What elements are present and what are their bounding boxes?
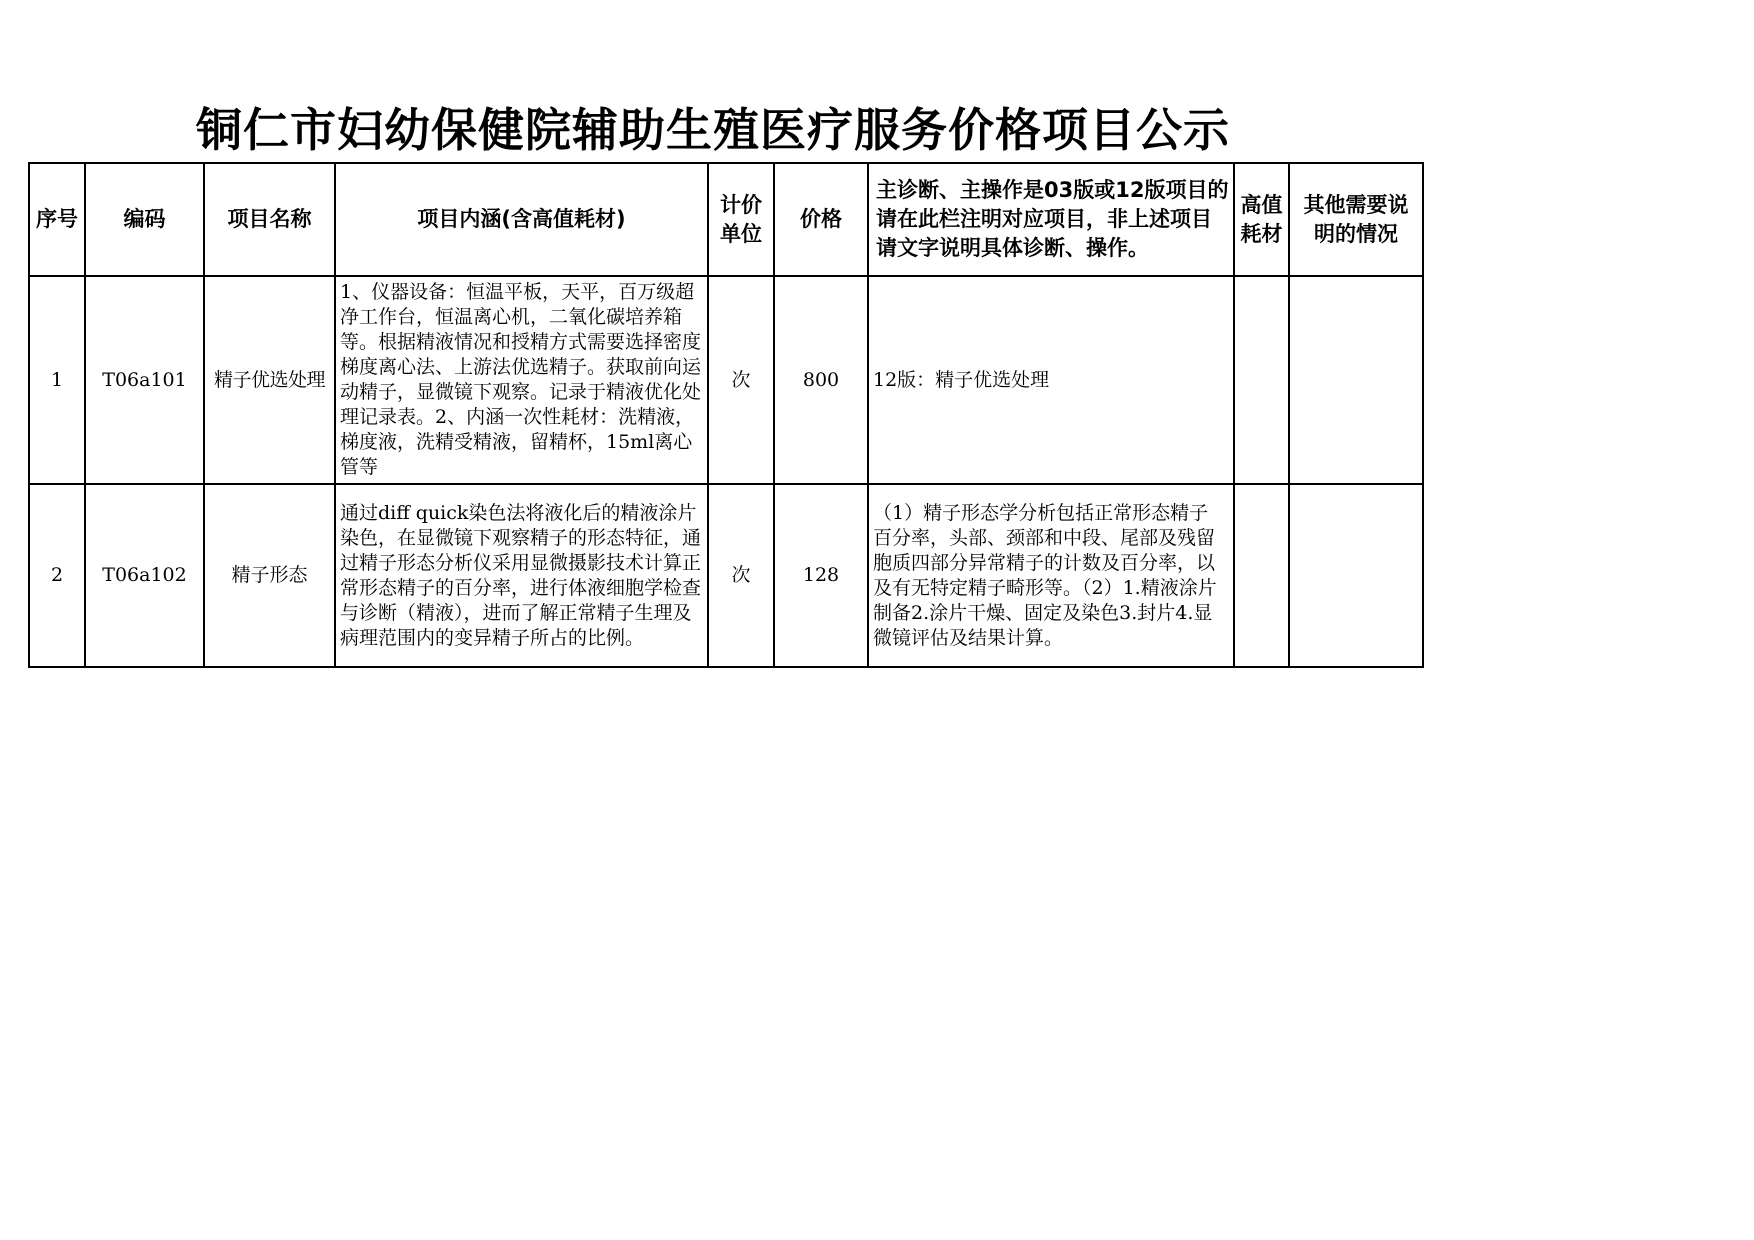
row-unit: 次 [708,484,774,667]
header-name: 项目名称 [204,163,335,276]
header-other: 其他需要说明的情况 [1289,163,1423,276]
table-row [29,276,1423,484]
row-content: 1、仪器设备：恒温平板，天平，百万级超净工作台，恒温离心机，二氧化碳培养箱等。根据精液情况和授精方式需要选择密度梯度离心法、上游法优选精子。获取前向运动精子，显微镜下观察。记录于精液优化处理记录表。2、内涵一次性耗材：洗精液，梯度液，洗精受精液，留精杯，15ml离心管等 [335,276,708,484]
header-price: 价格 [774,163,868,276]
row-price: 128 [774,484,868,667]
row-diagnosis: （1）精子形态学分析包括正常形态精子百分率，头部、颈部和中段、尾部及残留胞质四部分异常精子的计数及百分率，以及有无特定精子畸形等。（2）1.精液涂片制备2.涂片干燥、固定及染色3.封片4.显微镜评估及结果计算。 [868,484,1234,667]
header-high-value: 高值耗材 [1234,163,1289,276]
row-diagnosis: 12版：精子优选处理 [868,276,1234,484]
price-table [28,162,1424,668]
header-content: 项目内涵(含高值耗材) [335,163,708,276]
header-diagnosis: 主诊断、主操作是03版或12版项目的请在此栏注明对应项目，非上述项目请文字说明具体诊断、操作。 [868,163,1234,276]
header-code: 编码 [85,163,204,276]
row-unit: 次 [708,276,774,484]
row-seq: 1 [29,276,85,484]
page-title: 铜仁市妇幼保健院辅助生殖医疗服务价格项目公示 [196,103,1230,157]
row-high-value [1234,484,1289,667]
row-other [1289,276,1423,484]
header-unit: 计价单位 [708,163,774,276]
row-other [1289,484,1423,667]
row-high-value [1234,276,1289,484]
row-name: 精子形态 [204,484,335,667]
row-code: T06a101 [85,276,204,484]
row-content: 通过diff quick染色法将液化后的精液涂片染色，在显微镜下观察精子的形态特征，通过精子形态分析仪采用显微摄影技术计算正常形态精子的百分率，进行体液细胞学检查与诊断（精液），进而了解正常精子生理及病理范围内的变异精子所占的比例。 [335,484,708,667]
header-row [29,163,1423,276]
row-name: 精子优选处理 [204,276,335,484]
row-price: 800 [774,276,868,484]
row-code: T06a102 [85,484,204,667]
table-row [29,484,1423,667]
row-seq: 2 [29,484,85,667]
header-seq: 序号 [29,163,85,276]
